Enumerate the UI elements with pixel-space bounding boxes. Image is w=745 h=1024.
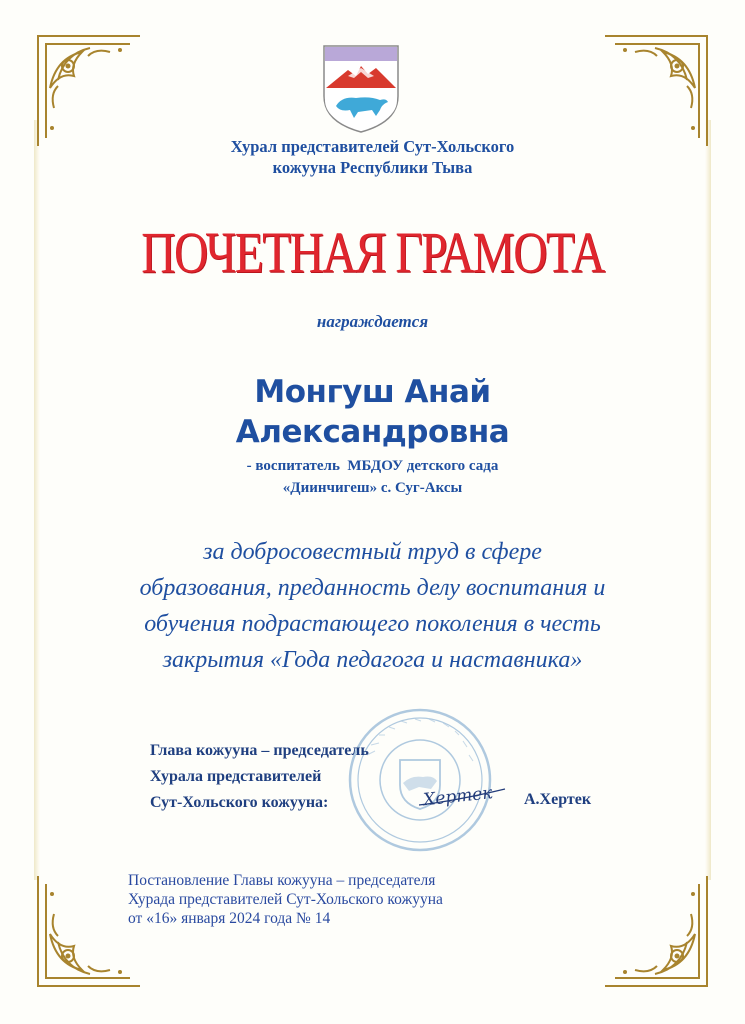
signatory-name: А.Хертек bbox=[524, 791, 592, 808]
organization-header bbox=[0, 136, 745, 178]
decree-reference bbox=[128, 871, 443, 928]
awarded-text: награждается bbox=[316, 312, 429, 331]
signatory-title-line-1: Глава кожууна – председатель bbox=[150, 742, 369, 759]
signatory-title-line-2: Хурала представителей bbox=[150, 768, 322, 785]
signatory-title bbox=[150, 738, 369, 816]
award-reason-line-3: обучения подрастающего поколения в честь bbox=[144, 611, 601, 637]
handwritten-signature bbox=[415, 775, 515, 815]
award-reason bbox=[60, 534, 685, 678]
coat-of-arms-icon bbox=[320, 42, 402, 134]
award-reason-line-1: за добросовестный труд в сфере bbox=[203, 539, 542, 565]
recipient-name-line-1: Монгуш Анай bbox=[254, 374, 491, 410]
certificate-title: ПОЧЕТНАЯ ГРАМОТА bbox=[141, 220, 604, 285]
svg-text:Хертек: Хертек bbox=[422, 783, 494, 811]
right-edge-shading bbox=[705, 120, 711, 880]
recipient-name bbox=[0, 372, 745, 452]
left-edge-shading bbox=[34, 120, 40, 880]
organization-line-2: кожууна Республики Тыва bbox=[272, 158, 473, 177]
ornament-corner-icon bbox=[600, 28, 715, 148]
signatory-title-line-3: Сут-Хольского кожууна: bbox=[150, 794, 329, 811]
recipient-position bbox=[0, 455, 745, 499]
award-reason-line-2: образования, преданность делу воспитания и bbox=[139, 575, 606, 601]
ornament-corner-icon bbox=[600, 874, 715, 994]
decree-line-3: от «16» января 2024 года № 14 bbox=[128, 910, 331, 927]
recipient-position-line-2: «Диинчигеш» с. Суг-Аксы bbox=[282, 480, 463, 496]
organization-line-1: Хурал представителей Сут-Хольского bbox=[230, 137, 515, 156]
recipient-name-line-2: Александровна bbox=[235, 414, 510, 450]
recipient-position-line-1: - воспитатель МБДОУ детского сада bbox=[246, 458, 499, 474]
ornament-corner-icon bbox=[30, 28, 145, 148]
decree-line-1: Постановление Главы кожууна – председателя bbox=[128, 872, 436, 889]
decree-line-2: Хурада представителей Сут-Хольского кожууна bbox=[128, 891, 443, 908]
award-reason-line-4: закрытия «Года педагога и наставника» bbox=[162, 647, 583, 673]
